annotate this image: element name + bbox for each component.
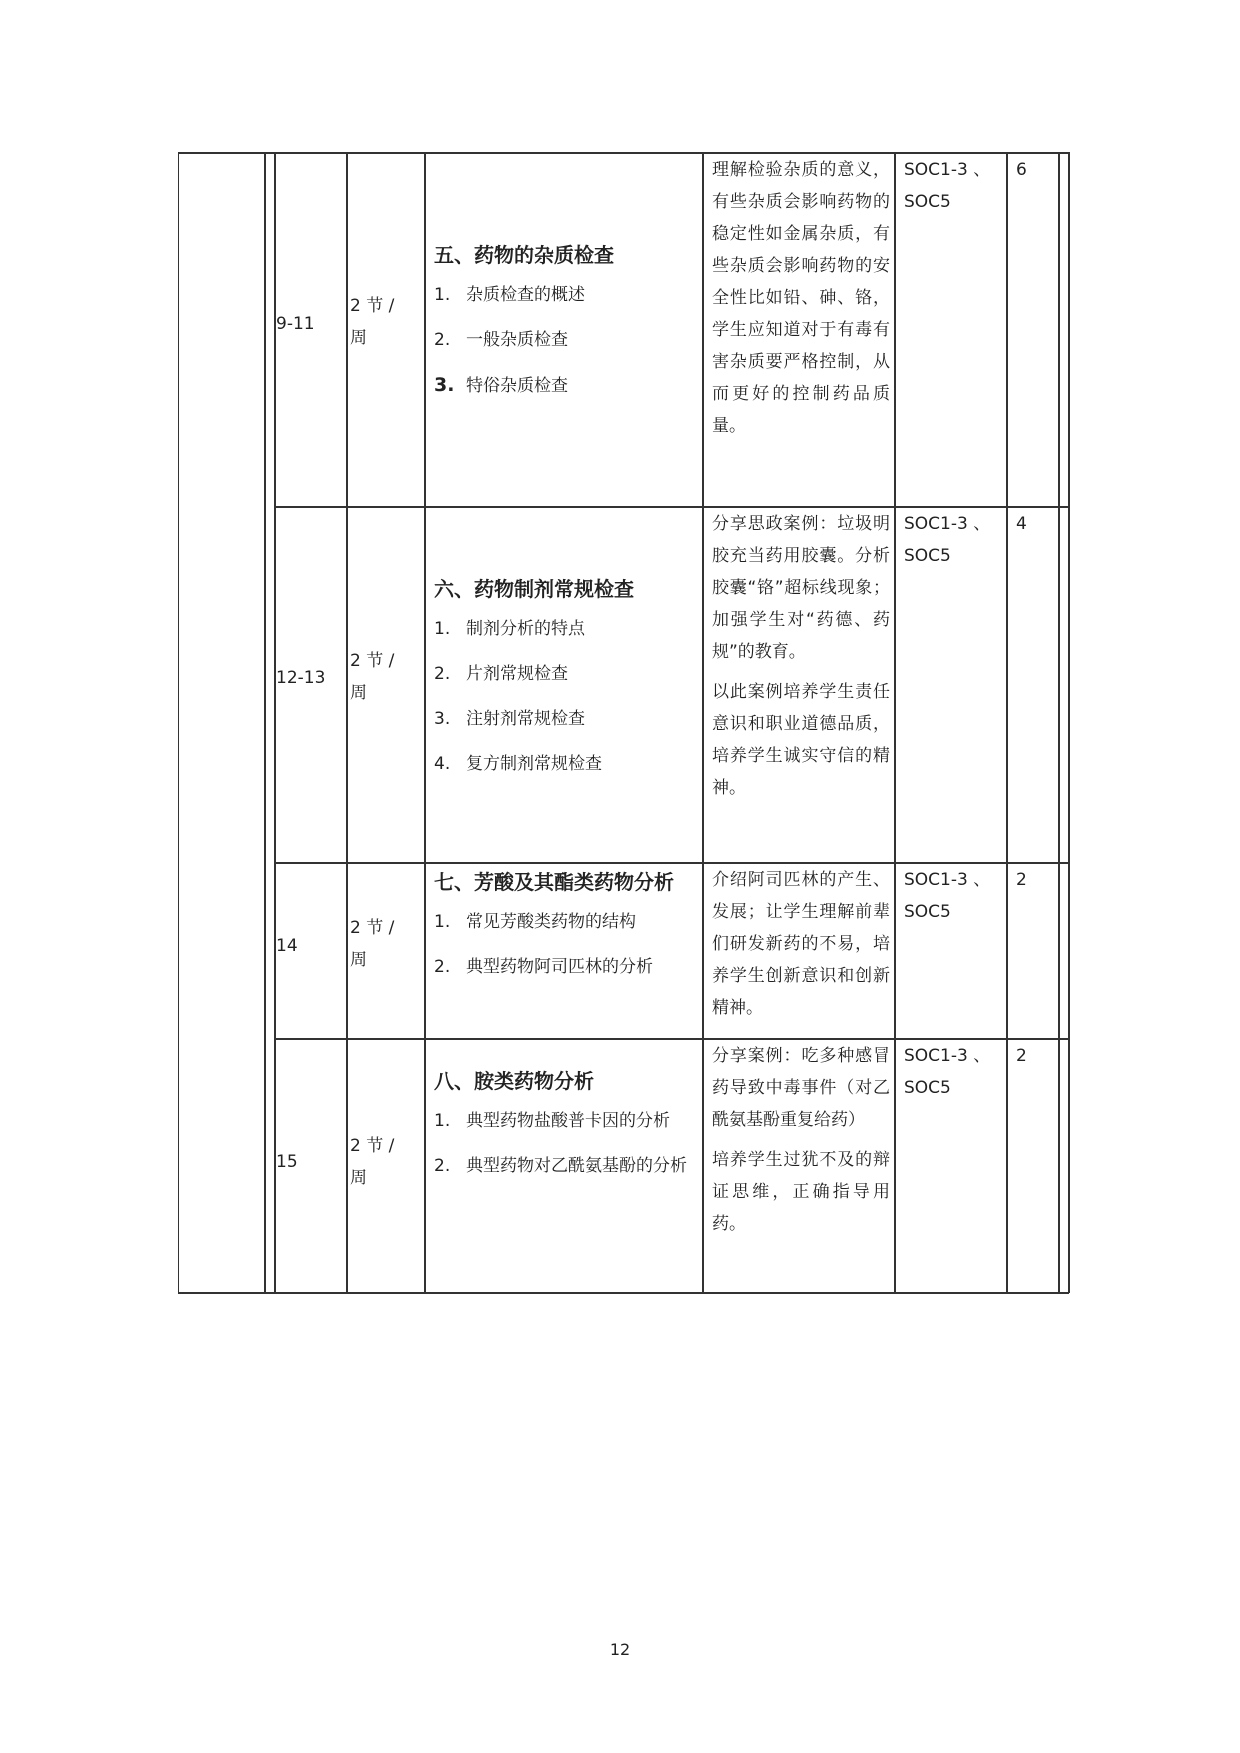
item-text: 注射剂常规检查 (466, 709, 585, 729)
item-number: 1. (434, 619, 451, 639)
sessions-cell: 2 节 / 周 (350, 651, 395, 703)
list-item (434, 749, 702, 779)
item-text: 典型药物阿司匹林的分析 (466, 957, 653, 977)
list-item (434, 704, 702, 734)
item-number: 1. (434, 285, 451, 305)
item-number: 1. (434, 912, 451, 932)
item-text: 特俗杂质检查 (466, 376, 568, 396)
week-cell: 9-11 (276, 314, 315, 334)
merged-left-column (178, 152, 260, 1293)
content-cell (434, 572, 702, 794)
hours-cell: 4 (1016, 514, 1027, 534)
item-number: 2. (434, 957, 451, 977)
item-text: 常见芳酸类药物的结构 (466, 912, 636, 932)
item-number: 2. (434, 664, 451, 684)
ideology-cell (712, 154, 890, 450)
item-number: 3. (434, 709, 451, 729)
week-cell: 14 (276, 936, 298, 956)
ideology-paragraph: 介绍阿司匹林的产生、发展；让学生理解前辈们研发新药的不易，培养学生创新意识和创新精神。 (712, 870, 890, 1018)
list-item (434, 907, 702, 937)
soc-cell: SOC1-3 、SOC5 (904, 1046, 991, 1098)
ideology-paragraph: 以此案例培养学生责任意识和职业道德品质，培养学生诚实守信的精神。 (712, 682, 890, 798)
item-text: 片剂常规检查 (466, 664, 568, 684)
content-cell (434, 238, 702, 416)
item-number: 3. (434, 374, 455, 396)
ideology-cell (712, 1040, 890, 1248)
content-cell (434, 865, 702, 997)
list-item (434, 370, 702, 401)
chapter-title: 五、药物的杂质检查 (434, 243, 614, 267)
list-item (434, 614, 702, 644)
hours-cell: 2 (1016, 870, 1027, 890)
item-number: 2. (434, 1156, 451, 1176)
week-cell: 15 (276, 1152, 298, 1172)
col-divider-1 (346, 152, 348, 1293)
ideology-paragraph: 分享案例：吃多种感冒药导致中毒事件（对乙酰氨基酚重复给药） (712, 1046, 890, 1130)
hours-cell: 6 (1016, 160, 1027, 180)
table-border-left-double (264, 152, 266, 1293)
table-border-right-double (1068, 152, 1070, 1293)
item-text: 复方制剂常规检查 (466, 754, 602, 774)
list-item (434, 952, 702, 982)
ideology-paragraph: 培养学生过犹不及的辩证思维，正确指导用药。 (712, 1150, 890, 1234)
ideology-paragraph: 理解检验杂质的意义，有些杂质会影响药物的稳定性如金属杂质，有些杂质会影响药物的安全性比如铅、砷、铬，学生应知道对于有毒有害杂质要严格控制，从而更好的控制药品质量。 (712, 160, 890, 436)
list-item (434, 280, 702, 310)
item-number: 2. (434, 330, 451, 350)
soc-cell: SOC1-3 、SOC5 (904, 514, 991, 566)
chapter-title: 八、胺类药物分析 (434, 1069, 594, 1093)
col-divider-5 (1006, 152, 1008, 1293)
table-border-right (1058, 152, 1060, 1293)
list-item (434, 1106, 702, 1136)
col-divider-3 (702, 152, 704, 1293)
ideology-cell (712, 508, 890, 812)
item-text: 制剂分析的特点 (466, 619, 585, 639)
page-number: 12 (609, 1640, 631, 1659)
week-cell: 12-13 (276, 668, 326, 688)
content-cell (434, 1064, 702, 1196)
soc-cell: SOC1-3 、SOC5 (904, 870, 991, 922)
col-divider-4 (894, 152, 896, 1293)
sessions-cell: 2 节 / 周 (350, 1136, 395, 1188)
item-number: 4. (434, 754, 451, 774)
col-divider-2 (424, 152, 426, 1293)
item-number: 1. (434, 1111, 451, 1131)
sessions-cell: 2 节 / 周 (350, 296, 395, 348)
chapter-title: 六、药物制剂常规检查 (434, 577, 634, 601)
chapter-title: 七、芳酸及其酯类药物分析 (434, 870, 674, 894)
ideology-cell (712, 864, 890, 1032)
table-border-bottom (178, 1292, 1069, 1294)
hours-cell: 2 (1016, 1046, 1027, 1066)
item-text: 典型药物盐酸普卡因的分析 (466, 1111, 670, 1131)
item-text: 杂质检查的概述 (466, 285, 585, 305)
item-text: 一般杂质检查 (466, 330, 568, 350)
ideology-paragraph: 分享思政案例：垃圾明胶充当药用胶囊。分析胶囊“铬”超标线现象；加强学生对“药德、药规”的教育。 (712, 514, 890, 662)
item-text: 典型药物对乙酰氨基酚的分析 (466, 1156, 687, 1176)
list-item (434, 659, 702, 689)
list-item (434, 1151, 702, 1181)
soc-cell: SOC1-3 、SOC5 (904, 160, 991, 212)
sessions-cell: 2 节 / 周 (350, 918, 395, 970)
list-item (434, 325, 702, 355)
